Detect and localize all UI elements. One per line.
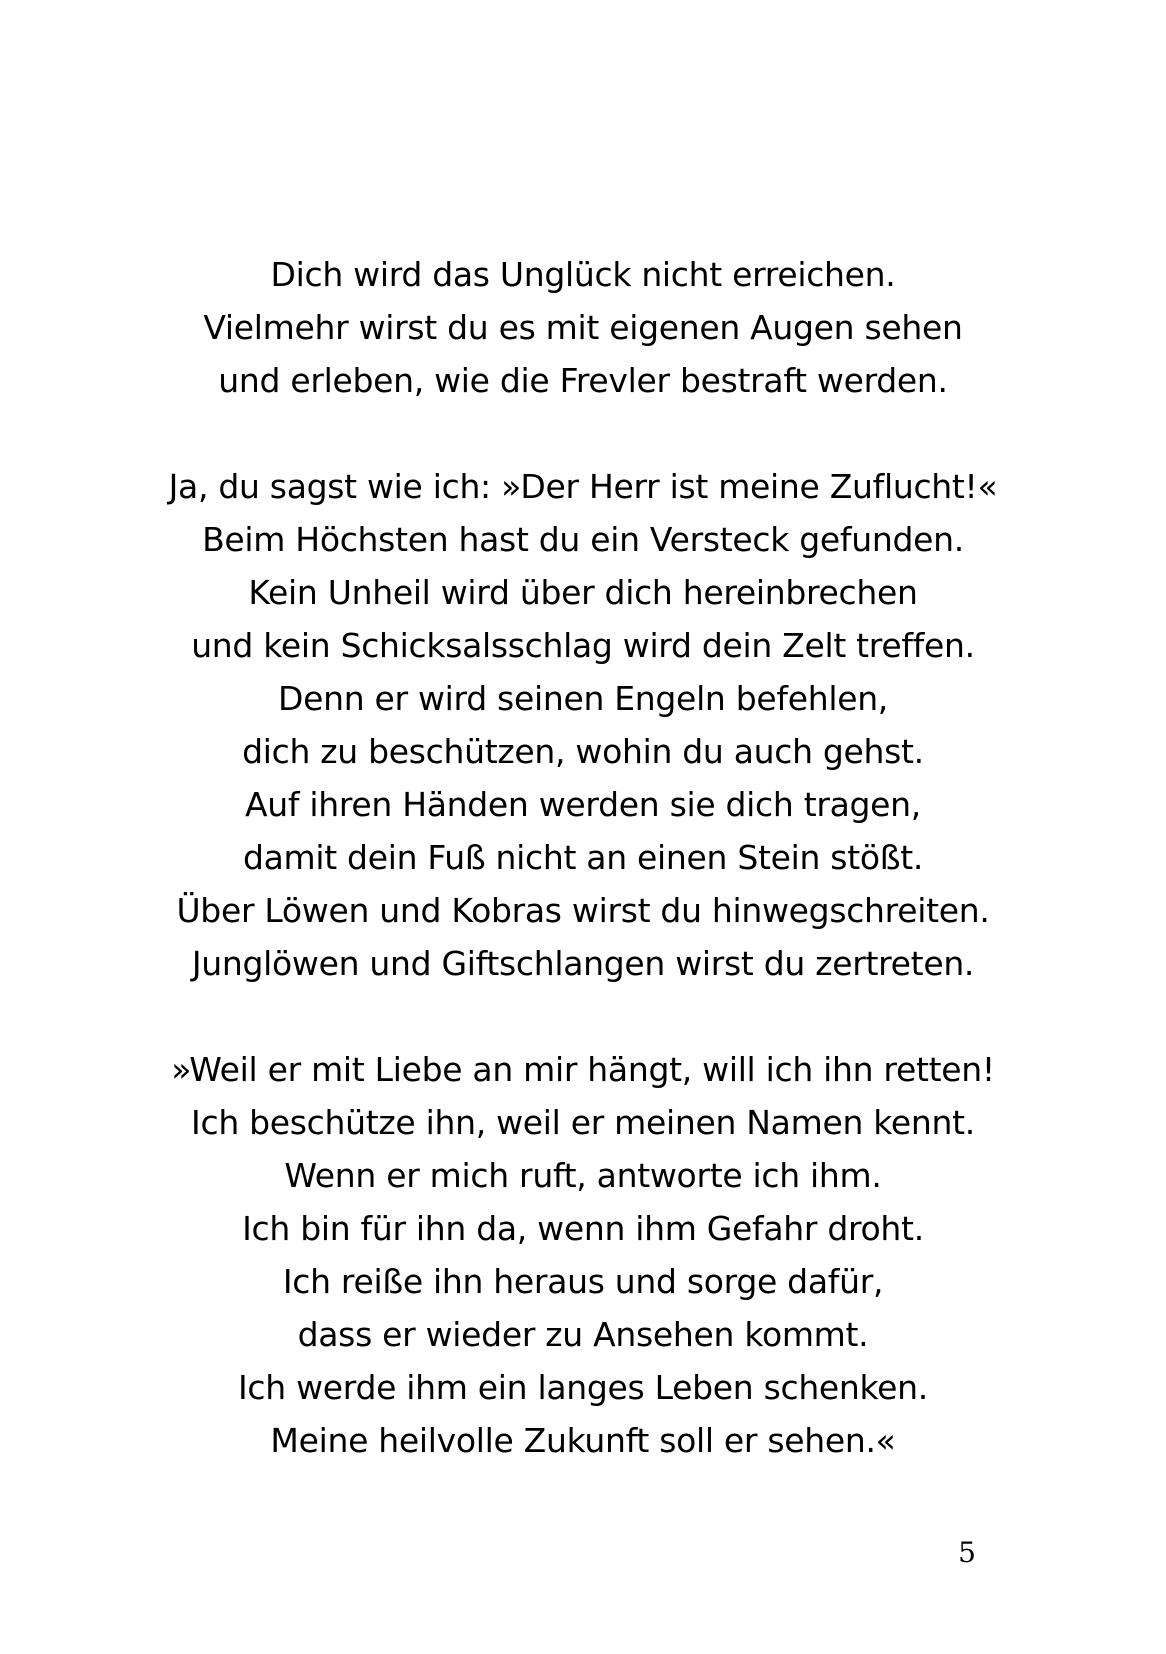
poem-line: und erleben, wie die Frevler bestraft werden. [218,361,948,400]
poem-line: Kein Unheil wird über dich hereinbrechen [248,573,918,612]
stanza-1 [0,248,1166,407]
poem-line: Denn er wird seinen Engeln befehlen, [277,679,888,718]
poem-line: dich zu beschützen, wohin du auch gehst. [242,732,924,771]
poem-line: dass er wieder zu Ansehen kommt. [297,1315,869,1354]
poem-line: Ich reiße ihn heraus und sorge dafür, [282,1262,884,1301]
poem-line: Ich bin für ihn da, wenn ihm Gefahr droht. [242,1209,924,1248]
poem-line: Wenn er mich ruft, antworte ich ihm. [284,1156,882,1195]
stanza-3 [0,1043,1166,1467]
poem-line: Dich wird das Unglück nicht erreichen. [270,255,896,294]
poem-line: Vielmehr wirst du es mit eigenen Augen sehen [203,308,963,347]
poem-line: Beim Höchsten hast du ein Versteck gefunden. [202,520,964,559]
poem-line: »Weil er mit Liebe an mir hängt, will ich ihn retten! [171,1050,995,1089]
poem-line: und kein Schicksalsschlag wird dein Zelt treffen. [191,626,975,665]
stanza-2 [0,460,1166,990]
poem-body [0,248,1166,1520]
poem-line: Meine heilvolle Zukunft soll er sehen.« [270,1421,896,1460]
page-number: 5 [958,1536,976,1569]
poem-line: Über Löwen und Kobras wirst du hinwegschreiten. [176,891,990,930]
poem-line: Ich beschütze ihn, weil er meinen Namen kennt. [191,1103,975,1142]
poem-line: Auf ihren Händen werden sie dich tragen, [245,785,921,824]
poem-line: Ich werde ihm ein langes Leben schenken. [237,1368,928,1407]
poem-line: Ja, du sagst wie ich: »Der Herr ist meine Zuflucht!« [168,467,998,506]
poem-line: damit dein Fuß nicht an einen Stein stößt. [242,838,924,877]
poem-line: Junglöwen und Giftschlangen wirst du zertreten. [191,944,975,983]
